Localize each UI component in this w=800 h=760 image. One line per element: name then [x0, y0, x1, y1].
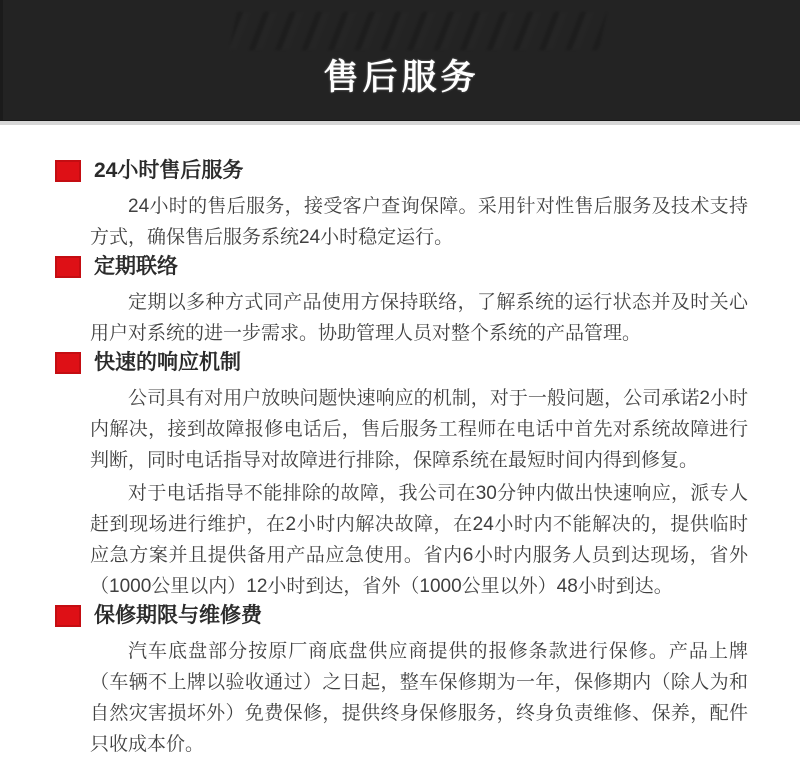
section-paragraph: 公司具有对用户放映问题快速响应的机制，对于一般问题，公司承诺2小时内解决，接到故障报修电话后，售后服务工程师在电话中首先对系统故障进行判断，同时电话指导对故障进行排除，保障系统在最短时间内得到修复。: [90, 388, 748, 471]
section-paragraph: 定期以多种方式同产品使用方保持联络，了解系统的运行状态并及时关心用户对系统的进一步需求。协助管理人员对整个系统的产品管理。: [90, 292, 748, 344]
red-square-bullet: [55, 160, 81, 182]
page-title: 售后服务: [323, 58, 480, 97]
section-warranty: [55, 604, 748, 760]
section-header: [55, 255, 748, 279]
section-paragraph: 汽车底盘部分按原厂商底盘供应商提供的报修条款进行保修。产品上牌（车辆不上牌以验收通过）之日起，整车保修期为一年，保修期内（除人为和自然灾害损坏外）免费保修，提供终身保修服务，终身负责维修、保养，配件只收成本价。: [90, 641, 748, 755]
section-paragraph: 24小时的售后服务，接受客户查询保障。采用针对性售后服务及技术支持方式，确保售后服务系统24小时稳定运行。: [90, 196, 748, 248]
page-header: [0, 0, 800, 120]
red-square-bullet: [55, 605, 81, 627]
section-rapid-response: [55, 351, 748, 602]
section-header: [55, 604, 748, 628]
content: [0, 125, 800, 760]
section-heading: 快速的响应机制: [94, 351, 241, 374]
watermark: [229, 12, 607, 50]
section-header: [55, 159, 748, 183]
section-heading: 定期联络: [94, 255, 178, 278]
section-heading: 保修期限与维修费: [94, 604, 262, 627]
section-heading: 24小时售后服务: [94, 159, 244, 182]
section-regular-contact: [55, 255, 748, 349]
section-paragraph: 对于电话指导不能排除的故障，我公司在30分钟内做出快速响应，派专人赶到现场进行维护，在2小时内解决故障，在24小时内不能解决的，提供临时应急方案并且提供备用产品应急使用。省内6小时内服务人员到达现场，省外（1000公里以内）12小时到达，省外（1000公里以外）48小时到达。: [90, 483, 748, 597]
section-header: [55, 351, 748, 375]
red-square-bullet: [55, 256, 81, 278]
red-square-bullet: [55, 352, 81, 374]
section-24h-service: [55, 159, 748, 253]
